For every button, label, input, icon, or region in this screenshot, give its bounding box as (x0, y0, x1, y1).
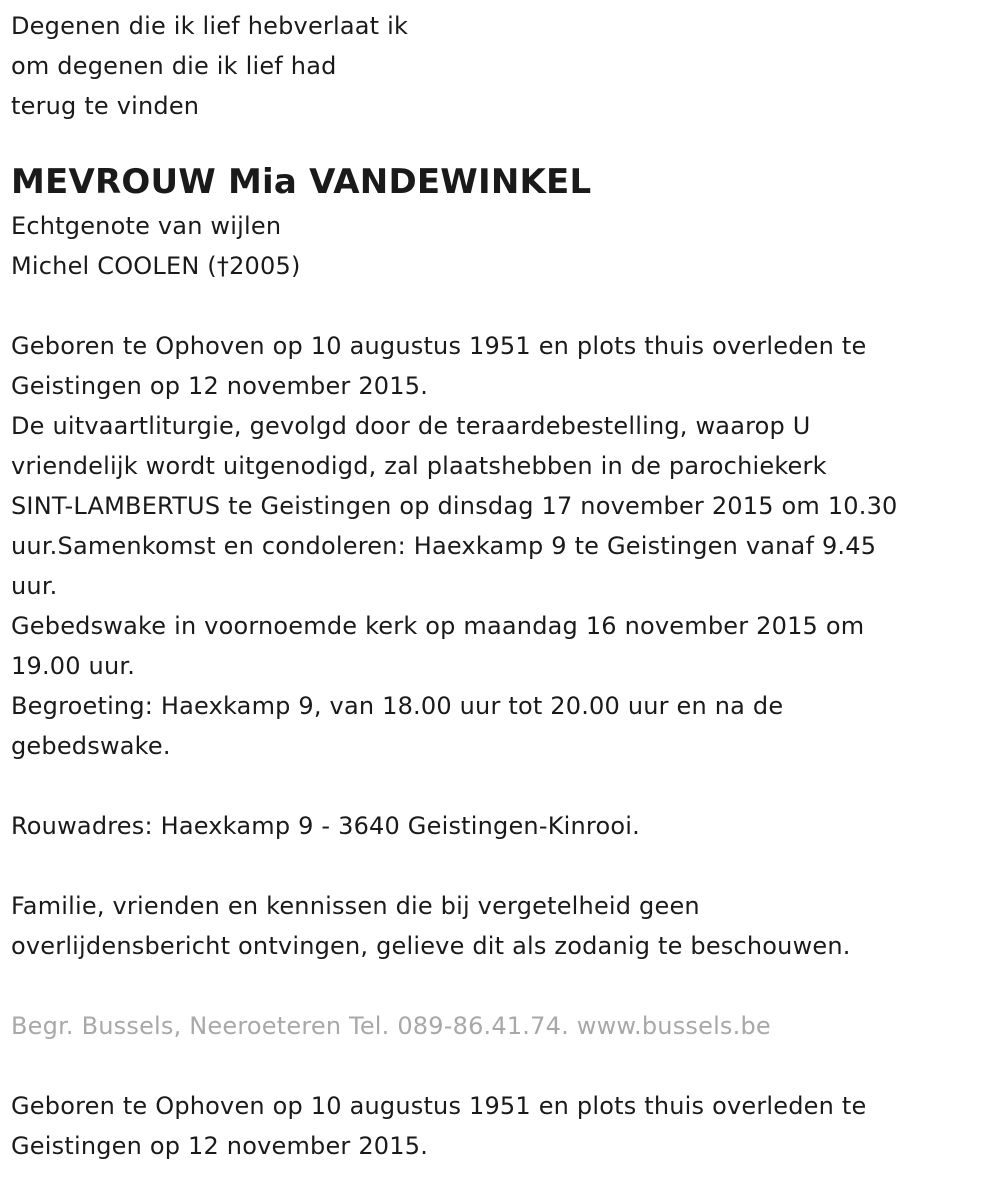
details-line: SINT-LAMBERTUS te Geistingen op dinsdag 17 november 2015 om 10.30 (11, 492, 898, 520)
details-line: De uitvaartliturgie, gevolgd door de teraardebestelling, waarop U (11, 412, 811, 440)
details-line: vriendelijk wordt uitgenodigd, zal plaatshebben in de parochiekerk (11, 452, 827, 480)
poem-block (11, 6, 991, 126)
details-line: Geistingen op 12 november 2015. (11, 372, 429, 400)
spacer (11, 286, 991, 326)
spacer (11, 126, 991, 158)
poem-line-1: Degenen die ik lief hebverlaat ik (11, 12, 409, 40)
details-line: 19.00 uur. (11, 652, 136, 680)
poem-line-3: terug te vinden (11, 92, 200, 120)
family-notice (11, 886, 991, 966)
details-line: gebedswake. (11, 732, 171, 760)
details-line: Begroeting: Haexkamp 9, van 18.00 uur tot 20.00 uur en na de (11, 692, 784, 720)
spacer (11, 766, 991, 806)
details-line: Geboren te Ophoven op 10 augustus 1951 en plots thuis overleden te (11, 332, 867, 360)
mourning-address: Rouwadres: Haexkamp 9 - 3640 Geistingen-Kinrooi. (11, 812, 640, 840)
spouse-block (11, 206, 991, 286)
repeated-details (11, 1086, 991, 1166)
undertaker-info: Begr. Bussels, Neeroeteren Tel. 089-86.41.74. www.bussels.be (11, 1012, 771, 1040)
details-line: uur.Samenkomst en condoleren: Haexkamp 9 te Geistingen vanaf 9.45 (11, 532, 877, 560)
notice-line-2: overlijdensbericht ontvingen, gelieve dit als zodanig te beschouwen. (11, 932, 851, 960)
spacer (11, 966, 991, 1006)
repeat-line-2: Geistingen op 12 november 2015. (11, 1132, 429, 1160)
details-block (11, 326, 991, 766)
notice-line-1: Familie, vrienden en kennissen die bij vergetelheid geen (11, 892, 700, 920)
spacer (11, 846, 991, 886)
poem-line-2: om degenen die ik lief had (11, 52, 337, 80)
obituary-document (11, 6, 991, 1166)
details-line: uur. (11, 572, 58, 600)
spouse-line-1: Echtgenote van wijlen (11, 212, 282, 240)
repeat-line-1: Geboren te Ophoven op 10 augustus 1951 en plots thuis overleden te (11, 1092, 867, 1120)
deceased-name: MEVROUW Mia VANDEWINKEL (11, 162, 592, 202)
spacer (11, 1046, 991, 1086)
details-line: Gebedswake in voornoemde kerk op maandag 16 november 2015 om (11, 612, 865, 640)
spouse-line-2: Michel COOLEN (†2005) (11, 252, 301, 280)
